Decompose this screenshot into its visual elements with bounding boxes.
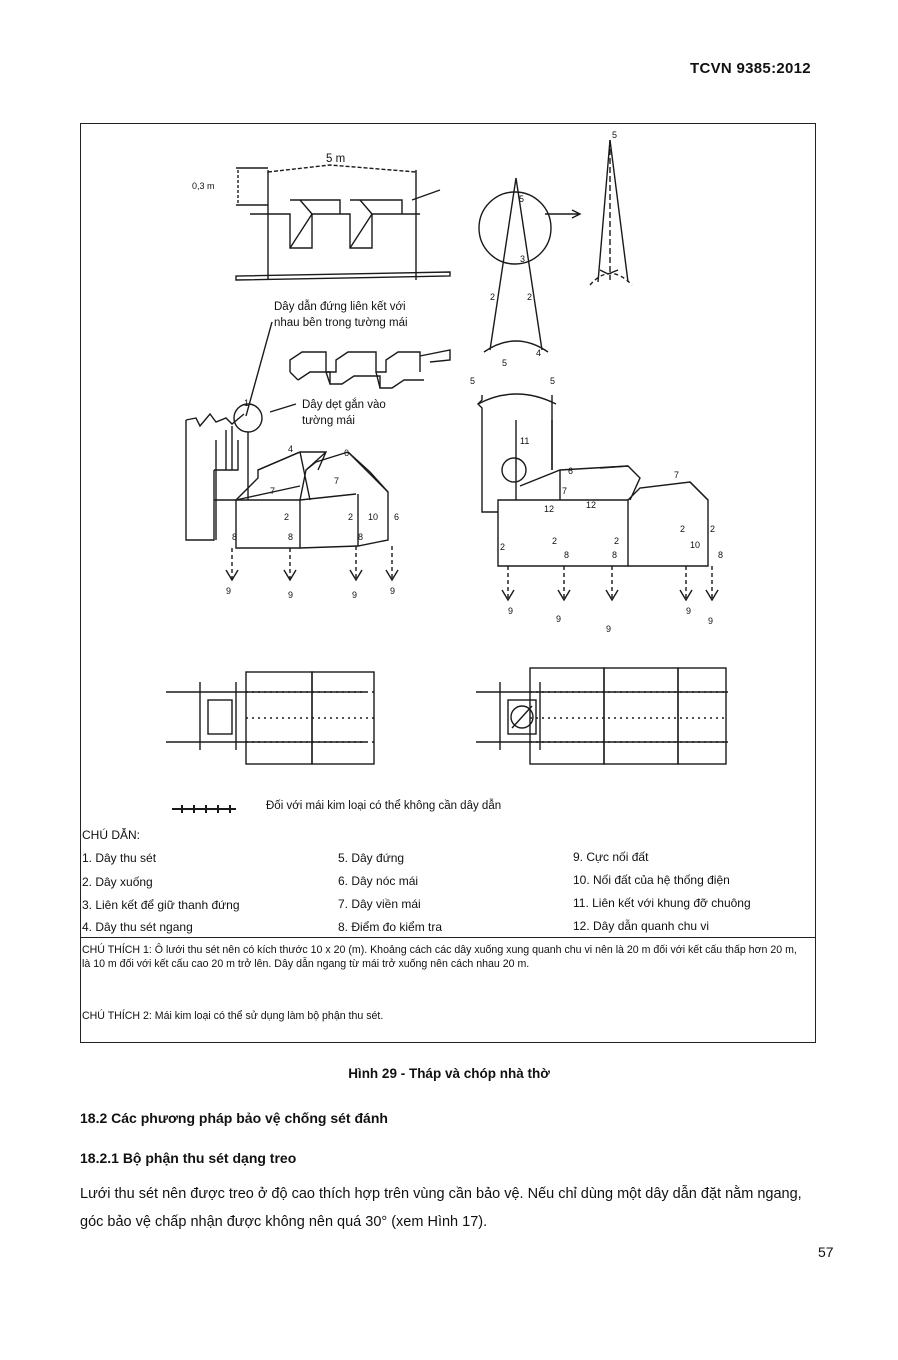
- legend-text: Đối với mái kim loại có thể không cần dây dẫn: [266, 800, 502, 812]
- svg-text:6: 6: [344, 448, 350, 458]
- svg-text:8: 8: [288, 532, 294, 542]
- note-2: CHÚ THÍCH 2: Mái kim loại có thể sử dụng làm bộ phận thu sét.: [82, 1010, 384, 1022]
- svg-text:11: 11: [520, 436, 530, 446]
- section-heading-18-2-1: 18.2.1 Bộ phận thu sét dạng treo: [80, 1150, 297, 1166]
- svg-text:9: 9: [390, 586, 396, 596]
- section-heading-18-2: 18.2 Các phương pháp bảo vệ chống sét đánh: [80, 1110, 388, 1126]
- svg-text:5: 5: [470, 376, 476, 386]
- svg-text:6: 6: [394, 512, 400, 522]
- svg-text:5: 5: [612, 130, 618, 140]
- figure-caption: Hình 29 - Tháp và chóp nhà thờ: [348, 1066, 550, 1081]
- key-item: 1. Dây thu sét: [82, 851, 157, 865]
- body-paragraph: Lưới thu sét nên được treo ở độ cao thích hợp trên vùng cần bảo vệ. Nếu chỉ dùng một dây dẫn đặt nằm ngang, góc bảo vệ chấp nhận được không nên quá 30° (xem Hình 17).: [80, 1186, 802, 1230]
- flat-conductor-label-2: tường mái: [302, 415, 355, 427]
- svg-text:9: 9: [508, 606, 514, 616]
- svg-text:2: 2: [680, 524, 686, 534]
- svg-text:2: 2: [710, 524, 716, 534]
- svg-text:1: 1: [244, 398, 250, 408]
- notes-divider: [80, 937, 816, 938]
- svg-text:9: 9: [606, 624, 612, 634]
- svg-text:8: 8: [612, 550, 618, 560]
- dim-span-label: 5 m: [326, 153, 346, 165]
- svg-text:9: 9: [226, 586, 232, 596]
- svg-text:2: 2: [490, 292, 496, 302]
- svg-text:4: 4: [536, 348, 542, 358]
- vertical-conductor-label-1: Dây dẫn đứng liên kết với: [274, 301, 406, 313]
- key-item: 7. Dây viền mái: [338, 897, 421, 911]
- vertical-conductor-label-2: nhau bên trong tường mái: [274, 317, 408, 329]
- svg-text:4: 4: [288, 444, 294, 454]
- svg-text:12: 12: [544, 504, 555, 514]
- svg-text:12: 12: [586, 500, 597, 510]
- svg-text:9: 9: [708, 616, 714, 626]
- flat-conductor-label-1: Dây dẹt gắn vào: [302, 399, 386, 411]
- svg-text:2: 2: [500, 542, 506, 552]
- key-item: 8. Điểm đo kiểm tra: [338, 920, 443, 934]
- svg-text:7: 7: [270, 486, 276, 496]
- key-item: 3. Liên kết để giữ thanh đứng: [82, 898, 240, 912]
- key-item: 6. Dây nóc mái: [338, 874, 419, 888]
- key-item: 10. Nối đất của hệ thống điện: [573, 873, 730, 887]
- svg-text:7: 7: [562, 486, 568, 496]
- svg-text:2: 2: [284, 512, 290, 522]
- svg-text:5: 5: [502, 358, 508, 368]
- svg-text:9: 9: [686, 606, 692, 616]
- svg-text:2: 2: [552, 536, 558, 546]
- svg-text:9: 9: [288, 590, 294, 600]
- key-title: CHÚ DẪN:: [82, 828, 141, 842]
- svg-text:6: 6: [568, 466, 574, 476]
- svg-text:8: 8: [232, 532, 238, 542]
- svg-text:8: 8: [718, 550, 724, 560]
- svg-text:8: 8: [564, 550, 570, 560]
- svg-text:9: 9: [556, 614, 562, 624]
- key-item: 5. Dây đứng: [338, 851, 405, 865]
- svg-text:7: 7: [674, 470, 680, 480]
- dim-height-label: 0,3 m: [192, 181, 215, 191]
- key-item: 11. Liên kết với khung đỡ chuông: [573, 896, 751, 910]
- note-1: CHÚ THÍCH 1: Ô lưới thu sét nên có kích thước 10 x 20 (m). Khoảng cách các dây xuống xung quanh chu vi nên là 20 m đối với kết cấu thấp hơn 20 m, là 10 m đối với kết cấu cao 20 m trở lên. Dây dẫn ngang từ mái trở xuống nên cách nhau 20 m.: [82, 944, 797, 970]
- svg-text:2: 2: [614, 536, 620, 546]
- svg-text:2: 2: [527, 292, 533, 302]
- page-number: 57: [818, 1244, 834, 1260]
- svg-text:10: 10: [368, 512, 379, 522]
- key-item: 12. Dây dẫn quanh chu vi: [573, 919, 710, 933]
- svg-text:3: 3: [520, 254, 526, 264]
- svg-text:2: 2: [348, 512, 354, 522]
- svg-text:5: 5: [550, 376, 556, 386]
- svg-text:7: 7: [334, 476, 340, 486]
- key-item: 4. Dây thu sét ngang: [82, 920, 193, 934]
- svg-text:10: 10: [690, 540, 701, 550]
- svg-text:5: 5: [519, 194, 525, 204]
- standard-code: TCVN 9385:2012: [690, 60, 811, 77]
- svg-text:8: 8: [358, 532, 364, 542]
- key-item: 2. Dây xuống: [82, 875, 153, 889]
- svg-text:9: 9: [352, 590, 358, 600]
- key-item: 9. Cực nối đất: [573, 850, 649, 864]
